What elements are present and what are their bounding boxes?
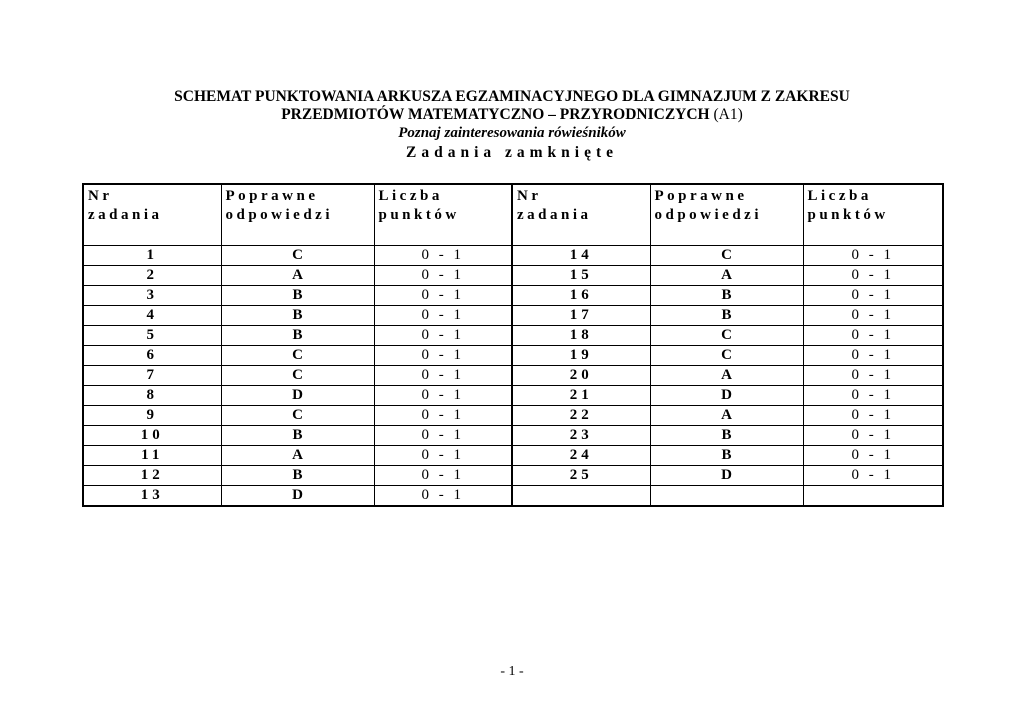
task-number-cell: 22: [512, 406, 650, 426]
header-answer-line2: odpowiedzi: [654, 207, 763, 223]
task-number-cell: [512, 486, 650, 507]
points-cell: 0 - 1: [374, 326, 512, 346]
points-cell: 0 - 1: [374, 486, 512, 507]
answer-cell: B: [221, 426, 374, 446]
title-line-2: [0, 106, 1024, 124]
header-nr-right: [512, 184, 650, 246]
task-number-cell: 18: [512, 326, 650, 346]
task-number-cell: 8: [83, 386, 221, 406]
answer-cell: C: [650, 326, 803, 346]
task-number-cell: 2: [83, 266, 221, 286]
task-number-cell: 23: [512, 426, 650, 446]
points-cell: 0 - 1: [803, 406, 943, 426]
header-points-line1: Liczba: [378, 188, 443, 204]
header-points-left: [374, 184, 512, 246]
task-number-cell: 11: [83, 446, 221, 466]
answer-cell: A: [650, 406, 803, 426]
task-number-cell: 24: [512, 446, 650, 466]
task-number-cell: 6: [83, 346, 221, 366]
task-number-cell: 3: [83, 286, 221, 306]
answer-cell: [650, 486, 803, 507]
document-title: [0, 88, 1024, 124]
header-nr-line2: zadania: [517, 207, 592, 223]
answer-cell: A: [650, 266, 803, 286]
points-cell: 0 - 1: [374, 426, 512, 446]
header-answer-line2: odpowiedzi: [225, 207, 334, 223]
header-nr-line1: Nr: [88, 188, 113, 204]
table-row: [83, 466, 943, 486]
points-cell: 0 - 1: [803, 266, 943, 286]
points-cell: 0 - 1: [374, 286, 512, 306]
answer-cell: D: [650, 386, 803, 406]
answer-cell: B: [650, 446, 803, 466]
title-code: (A1): [713, 106, 743, 123]
answer-cell: A: [650, 366, 803, 386]
header-points-line2: punktów: [378, 207, 460, 223]
points-cell: 0 - 1: [803, 426, 943, 446]
points-cell: 0 - 1: [374, 246, 512, 266]
task-number-cell: 1: [83, 246, 221, 266]
table-row: [83, 486, 943, 507]
answer-cell: A: [221, 446, 374, 466]
answer-cell: C: [650, 346, 803, 366]
title-line-2-text: PRZEDMIOTÓW MATEMATYCZNO – PRZYRODNICZYCH: [281, 106, 710, 123]
answer-cell: B: [221, 466, 374, 486]
answer-cell: B: [221, 286, 374, 306]
points-cell: 0 - 1: [374, 446, 512, 466]
task-number-cell: 9: [83, 406, 221, 426]
answer-key-table: [82, 183, 944, 507]
answer-cell: C: [650, 246, 803, 266]
task-number-cell: 5: [83, 326, 221, 346]
points-cell: 0 - 1: [803, 306, 943, 326]
table-row: [83, 286, 943, 306]
header-answer-left: [221, 184, 374, 246]
points-cell: 0 - 1: [374, 306, 512, 326]
points-cell: 0 - 1: [374, 466, 512, 486]
points-cell: 0 - 1: [803, 326, 943, 346]
points-cell: 0 - 1: [803, 386, 943, 406]
answer-cell: B: [650, 306, 803, 326]
answer-cell: A: [221, 266, 374, 286]
table-row: [83, 346, 943, 366]
answer-cell: D: [221, 386, 374, 406]
table-row: [83, 326, 943, 346]
task-number-cell: 10: [83, 426, 221, 446]
answer-cell: B: [650, 426, 803, 446]
header-nr-line2: zadania: [88, 207, 163, 223]
table-row: [83, 366, 943, 386]
points-cell: 0 - 1: [803, 466, 943, 486]
answer-cell: D: [221, 486, 374, 507]
table-row: [83, 246, 943, 266]
task-number-cell: 14: [512, 246, 650, 266]
task-number-cell: 21: [512, 386, 650, 406]
points-cell: 0 - 1: [374, 386, 512, 406]
answer-cell: B: [221, 326, 374, 346]
table-row: [83, 266, 943, 286]
document-header: [0, 88, 1024, 163]
task-number-cell: 25: [512, 466, 650, 486]
task-number-cell: 17: [512, 306, 650, 326]
table-row: [83, 306, 943, 326]
answer-cell: C: [221, 246, 374, 266]
task-number-cell: 16: [512, 286, 650, 306]
points-cell: [803, 486, 943, 507]
header-answer-line1: Poprawne: [225, 188, 319, 204]
table-row: [83, 446, 943, 466]
points-cell: 0 - 1: [803, 366, 943, 386]
task-number-cell: 4: [83, 306, 221, 326]
points-cell: 0 - 1: [803, 346, 943, 366]
header-answer-line1: Poprawne: [654, 188, 748, 204]
table-row: [83, 426, 943, 446]
header-answer-right: [650, 184, 803, 246]
points-cell: 0 - 1: [803, 286, 943, 306]
task-number-cell: 15: [512, 266, 650, 286]
task-number-cell: 12: [83, 466, 221, 486]
header-nr-line1: Nr: [517, 188, 542, 204]
header-points-line2: punktów: [807, 207, 889, 223]
task-number-cell: 7: [83, 366, 221, 386]
points-cell: 0 - 1: [803, 246, 943, 266]
points-cell: 0 - 1: [374, 406, 512, 426]
answer-cell: B: [221, 306, 374, 326]
title-line-1: SCHEMAT PUNKTOWANIA ARKUSZA EGZAMINACYJNEGO DLA GIMNAZJUM Z ZAKRESU: [174, 88, 850, 105]
table-header-row: [83, 184, 943, 246]
answer-cell: C: [221, 406, 374, 426]
points-cell: 0 - 1: [374, 266, 512, 286]
task-number-cell: 13: [83, 486, 221, 507]
page-number: - 1 -: [500, 664, 524, 679]
points-cell: 0 - 1: [374, 366, 512, 386]
header-points-line1: Liczba: [807, 188, 872, 204]
header-points-right: [803, 184, 943, 246]
task-number-cell: 20: [512, 366, 650, 386]
answer-cell: B: [650, 286, 803, 306]
table-row: [83, 406, 943, 426]
answer-cell: C: [221, 346, 374, 366]
document-subtitle: Poznaj zainteresowania rówieśników: [398, 125, 626, 141]
task-number-cell: 19: [512, 346, 650, 366]
answer-cell: D: [650, 466, 803, 486]
points-cell: 0 - 1: [803, 446, 943, 466]
header-nr-left: [83, 184, 221, 246]
section-heading: Zadania zamknięte: [405, 144, 619, 161]
table-row: [83, 386, 943, 406]
points-cell: 0 - 1: [374, 346, 512, 366]
answer-cell: C: [221, 366, 374, 386]
